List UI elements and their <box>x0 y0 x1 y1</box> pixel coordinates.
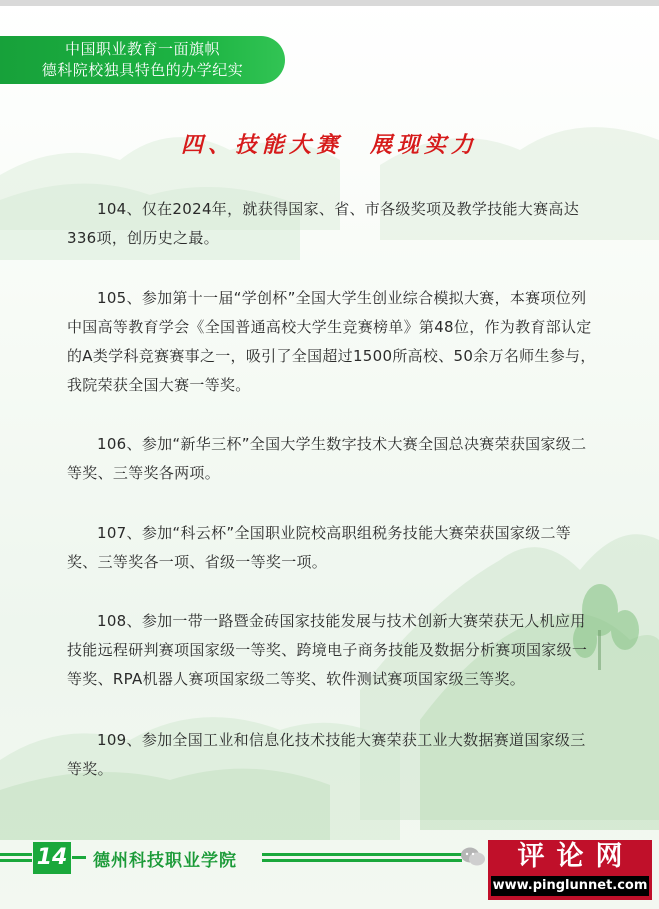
header-line-1: 中国职业教育一面旗帜 <box>64 40 220 58</box>
footer-stripe-right <box>262 853 462 856</box>
paragraph-104: 104、仅在2024年，就获得国家、省、市各级奖项及教学技能大赛高达336项，创历史之最。 <box>67 200 580 247</box>
header-banner <box>0 36 285 84</box>
watermark-text: 评论网 <box>517 841 635 872</box>
watermark-url: www.pinglunnet.com <box>491 876 649 896</box>
page-number: 14 <box>33 842 71 874</box>
college-name: 德州科技职业学院 <box>93 851 237 871</box>
paragraph-107: 107、参加“科云杯”全国职业院校高职组税务技能大赛荣获国家级二等奖、三等奖各一项、省级一等奖一项。 <box>67 524 572 571</box>
header-line-2: 德科院校独具特色的办学纪实 <box>41 61 244 79</box>
paragraph-108: 108、参加一带一路暨金砖国家技能发展与技术创新大赛荣获无人机应用技能远程研判赛项国家级一等奖、跨境电子商务技能及数据分析赛项国家级一等奖、RPA机器人赛项国家级二等奖、软件测试赛项国家级三等奖。 <box>67 612 588 688</box>
paragraph-106: 106、参加“新华三杯”全国大学生数字技术大赛全国总决赛荣获国家级二等奖、三等奖各两项。 <box>67 435 587 482</box>
wechat-icon <box>460 846 486 868</box>
footer-stripe-left <box>0 853 32 856</box>
paragraph-105: 105、参加第十一届“学创杯”全国大学生创业综合模拟大赛，本赛项位列中国高等教育学会《全国普通高校大学生竞赛榜单》第48位，作为教育部认定的A类学科竞赛赛事之一，吸引了全国超过1500所高校、50余万名师生参与，我院荣获全国大赛一等奖。 <box>67 289 596 394</box>
footer-stripe-mid <box>72 856 86 859</box>
section-title: 四、技能大赛 展现实力 <box>180 132 478 158</box>
paragraph-109: 109、参加全国工业和信息化技术技能大赛荣获工业大数据赛道国家级三等奖。 <box>67 731 586 778</box>
footer-stripe-left-2 <box>0 859 32 862</box>
site-watermark <box>488 840 652 900</box>
footer-stripe-right-2 <box>262 859 462 862</box>
